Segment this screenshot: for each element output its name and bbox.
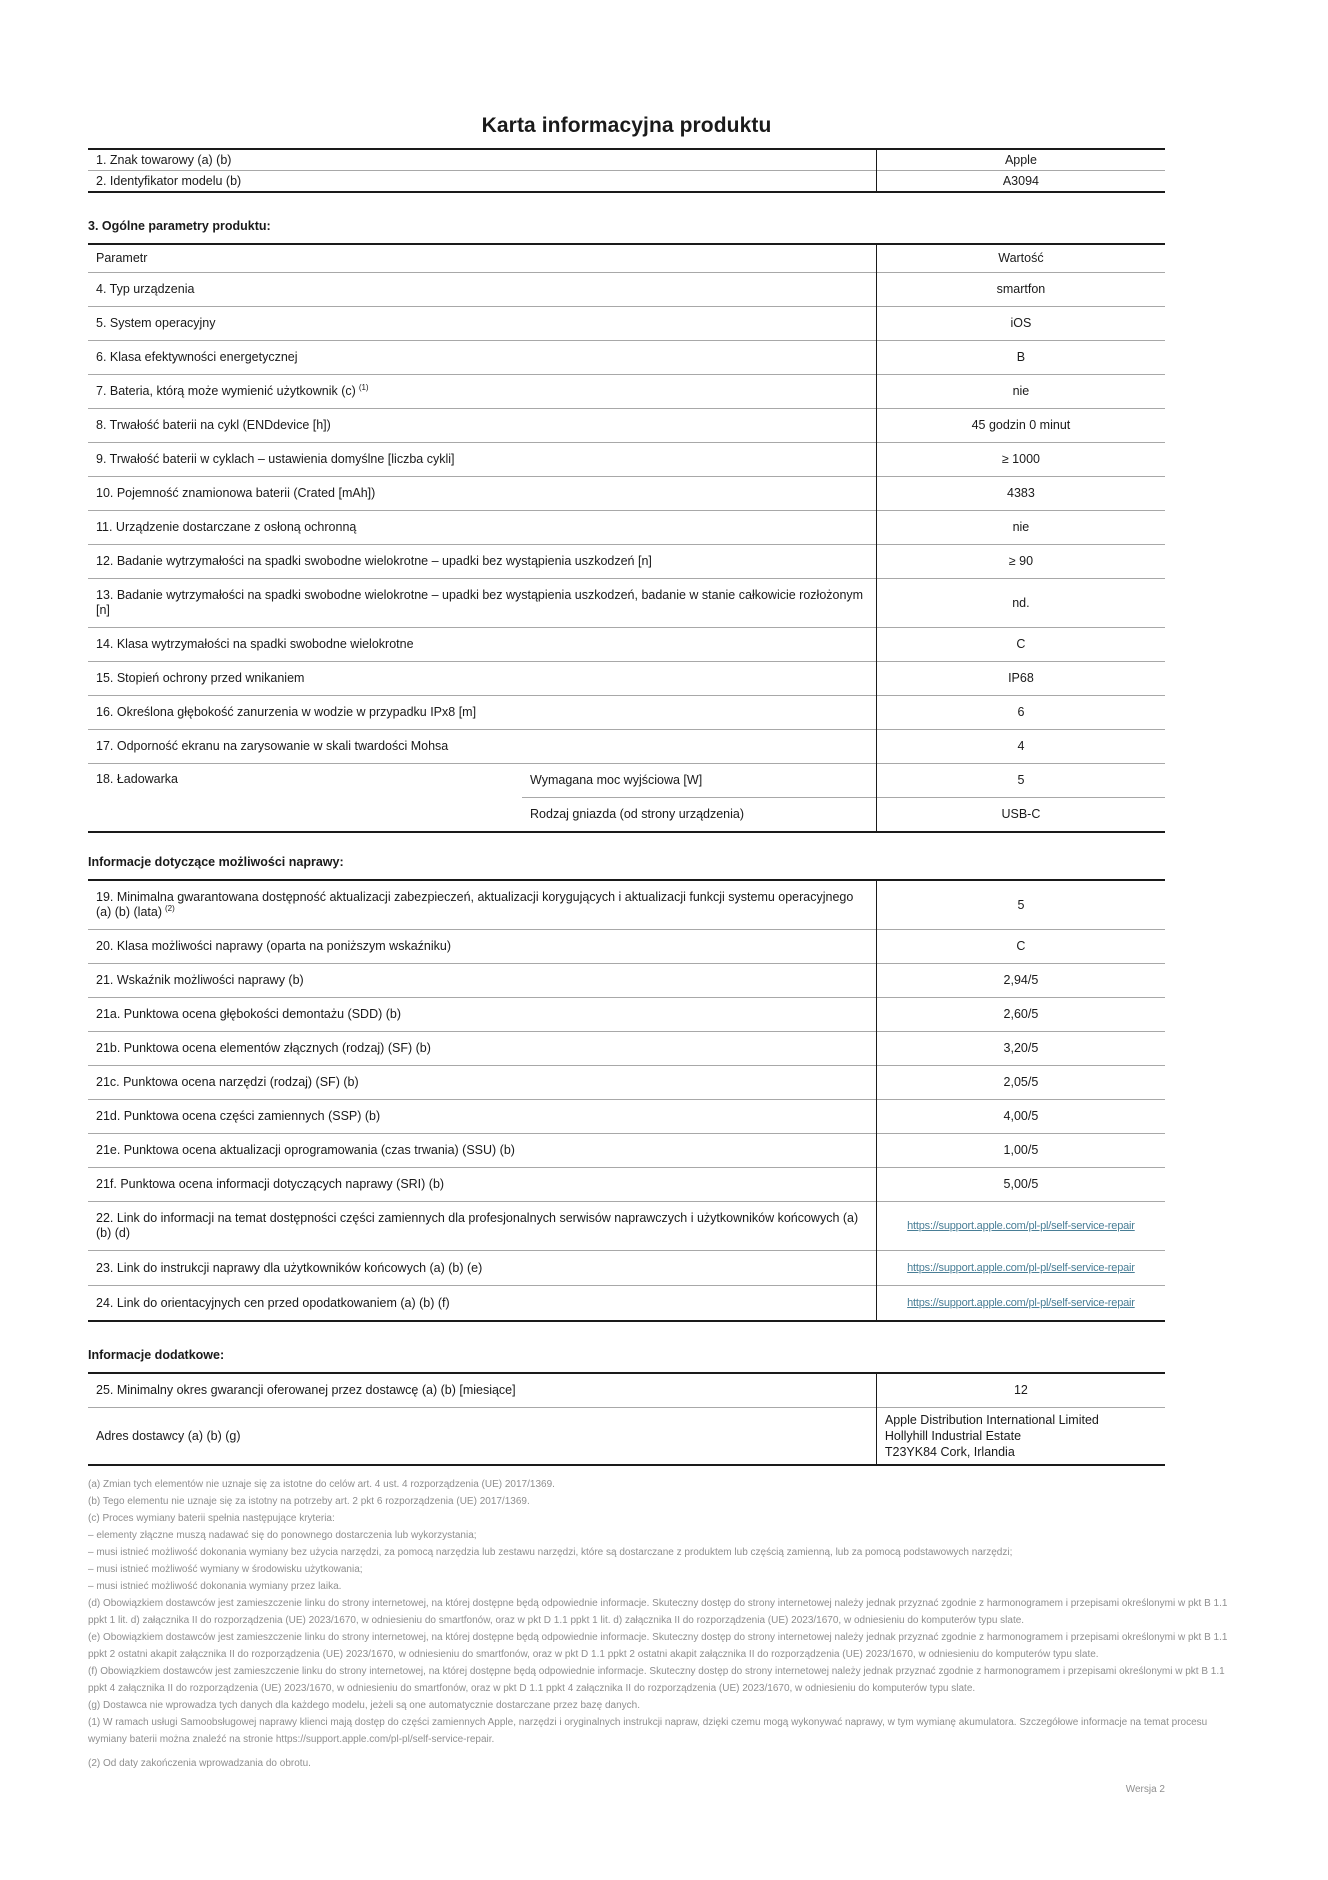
row-label-text: 24. Link do orientacyjnych cen przed opodatkowaniem (a) (b) (f)	[96, 1295, 450, 1310]
row-label	[88, 443, 876, 477]
row-value: 2,60/5	[876, 998, 1165, 1032]
footnote: (2) Od daty zakończenia wprowadzania do obrotu.	[88, 1758, 311, 1769]
row-label	[88, 1373, 876, 1408]
row-label	[88, 1134, 876, 1168]
footnote: – musi istnieć możliwość dokonania wymiany bez użycia narzędzi, za pomocą narzędzia lub zestawu narzędzi, które są dostarczane z produktem lub częścią zamienną, lub za pomocą podstawowych narzędzi;	[88, 1547, 1013, 1558]
row-value: B	[876, 341, 1165, 375]
row-label-text: 17. Odporność ekranu na zarysowanie w skali twardości Mohsa	[96, 739, 449, 753]
row-value: IP68	[876, 662, 1165, 696]
table-row	[88, 273, 1165, 307]
row-label	[88, 511, 876, 545]
row-label-text: 21b. Punktowa ocena elementów złącznych (rodzaj) (SF) (b)	[96, 1041, 431, 1055]
row-value: C	[876, 930, 1165, 964]
section-heading-repair: Informacje dotyczące możliwości naprawy:	[88, 855, 344, 869]
row-label	[88, 409, 876, 443]
row-value: C	[876, 628, 1165, 662]
row-value: 45 godzin 0 minut	[876, 409, 1165, 443]
footnote: (d) Obowiązkiem dostawców jest zamieszczenie linku do strony internetowej, na której dostępne będą odpowiednie informacje. Skuteczny dostęp do strony internetowej należy jednak przyznać zgodnie z harmonogramem i przepisami określonymi w pkt B 1.1 ppkt 1 lit. d) załącznika II do rozporządzenia (UE) 2023/1670, w odniesieniu do smartfonów, oraz w pkt D 1.1 ppkt 1 lit. d) załącznika II do rozporządzenia (UE) 2023/1670, w odniesieniu do komputerów typu slate.	[88, 1598, 1228, 1626]
row-label	[88, 579, 876, 628]
page-title: Karta informacyjna produktu	[481, 114, 772, 137]
footnote: (1) W ramach usługi Samoobsługowej naprawy klienci mają dostęp do części zamiennych Apple, narzędzi i oryginalnych instrukcji napraw, dzięki czemu mogą wykonywać naprawy, w tym wymianę akumulatora. Szczegółowe informacje na temat procesu wymiany baterii można znaleźć na stronie https://support.apple.com/pl-pl/self-service-repair.	[88, 1717, 1208, 1745]
row-label	[88, 628, 876, 662]
section-heading-additional: Informacje dodatkowe:	[88, 1348, 225, 1362]
row-label-text: 21a. Punktowa ocena głębokości demontażu (SDD) (b)	[96, 1007, 402, 1021]
row-label	[88, 1286, 876, 1322]
row-label	[88, 764, 522, 833]
row-label	[88, 171, 876, 193]
row-value: nie	[876, 511, 1165, 545]
row-value: Apple	[876, 149, 1165, 171]
table-row	[88, 998, 1165, 1032]
row-value	[876, 1202, 1165, 1251]
row-label-text: 21. Wskaźnik możliwości naprawy (b)	[96, 973, 304, 987]
supplier-address-line: Hollyhill Industrial Estate	[884, 1429, 1022, 1443]
table-row	[88, 1286, 1165, 1322]
row-label-text: 20. Klasa możliwości naprawy (oparta na poniższym wskaźniku)	[96, 939, 452, 953]
table-row	[88, 662, 1165, 696]
row-label-text: 15. Stopień ochrony przed wnikaniem	[96, 671, 305, 685]
version-label: Wersja 2	[1125, 1784, 1165, 1795]
table-row	[88, 930, 1165, 964]
row-label	[88, 1168, 876, 1202]
table-row	[88, 1066, 1165, 1100]
row-label	[88, 696, 876, 730]
table-row-supplier	[88, 1408, 1165, 1466]
support-link[interactable]: https://support.apple.com/pl-pl/self-service-repair	[907, 1297, 1135, 1309]
brand-model-table	[88, 148, 1165, 193]
row-label-text: 11. Urządzenie dostarczane z osłoną ochronną	[96, 520, 357, 534]
table-row	[88, 171, 1165, 193]
row-label	[88, 341, 876, 375]
row-label	[88, 149, 876, 171]
row-label-text: 10. Pojemność znamionowa baterii (Crated [mAh])	[96, 486, 376, 500]
footnote: (g) Dostawca nie wprowadza tych danych dla każdego modelu, jeżeli są one automatycznie dostarczane przez bazę danych.	[88, 1700, 640, 1711]
row-label-text: 7. Bateria, którą może wymienić użytkownik (c)	[96, 384, 356, 398]
row-label-text: 21e. Punktowa ocena aktualizacji oprogramowania (czas trwania) (SSU) (b)	[96, 1143, 515, 1157]
row-value: 6	[876, 696, 1165, 730]
row-value: 4	[876, 730, 1165, 764]
row-label	[88, 273, 876, 307]
row-label-text: 4. Typ urządzenia	[96, 282, 195, 296]
row-value: nie	[876, 375, 1165, 409]
row-label	[88, 998, 876, 1032]
footnote: (c) Proces wymiany baterii spełnia następujące kryteria:	[88, 1513, 335, 1524]
footnote: – musi istnieć możliwość wymiany w środowisku użytkowania;	[88, 1564, 363, 1575]
row-label	[88, 545, 876, 579]
table-row	[88, 1202, 1165, 1251]
table-row-charger	[88, 764, 1165, 798]
row-label-text: 12. Badanie wytrzymałości na spadki swobodne wielokrotne – upadki bez wystąpienia uszkodzeń [n]	[96, 554, 652, 568]
row-label-text: 9. Trwałość baterii w cyklach – ustawienia domyślne [liczba cykli]	[96, 452, 455, 466]
charger-subrow-label: Rodzaj gniazda (od strony urządzenia)	[522, 798, 876, 833]
row-label	[88, 1408, 876, 1466]
row-label	[88, 1202, 876, 1251]
table-header-row	[88, 244, 1165, 273]
footnote: (b) Tego elementu nie uznaje się za istotny na potrzeby art. 2 pkt 6 rozporządzenia (UE) 2017/1369.	[88, 1496, 530, 1507]
row-value: nd.	[876, 579, 1165, 628]
row-label	[88, 1066, 876, 1100]
row-label	[88, 730, 876, 764]
footnote: (e) Obowiązkiem dostawców jest zamieszczenie linku do strony internetowej, na której dostępne będą odpowiednie informacje. Skuteczny dostęp do strony internetowej należy jednak przyznać zgodnie z harmonogramem i przepisami określonymi w pkt B 1.1 ppkt 2 ostatni akapit załącznika II do rozporządzenia (UE) 2023/1670, w odniesieniu do smartfonów, oraz w pkt D 1.1 ppkt 2 ostatni akapit załącznika II do rozporządzenia (UE) 2023/1670, w odniesieniu do komputerów typu slate.	[88, 1632, 1228, 1660]
row-label-text: 16. Określona głębokość zanurzenia w wodzie w przypadku IPx8 [m]	[96, 705, 477, 719]
additional-info-table-body	[88, 1373, 1165, 1465]
supplier-address-line: Apple Distribution International Limited	[884, 1413, 1099, 1427]
footnote: – elementy złączne muszą nadawać się do ponownego dostarczenia lub wykorzystania;	[88, 1530, 477, 1541]
table-row	[88, 1134, 1165, 1168]
table-row	[88, 1168, 1165, 1202]
row-label-text: 21c. Punktowa ocena narzędzi (rodzaj) (SF) (b)	[96, 1075, 359, 1089]
table-row	[88, 1373, 1165, 1408]
row-label	[88, 662, 876, 696]
row-label-text: 6. Klasa efektywności energetycznej	[96, 350, 298, 364]
supplier-address-line: T23YK84 Cork, Irlandia	[884, 1445, 1015, 1459]
table-row	[88, 511, 1165, 545]
general-parameters-table	[88, 243, 1165, 833]
row-label-text: 21d. Punktowa ocena części zamiennych (SSP) (b)	[96, 1109, 381, 1123]
row-value: 3,20/5	[876, 1032, 1165, 1066]
repairability-table	[88, 879, 1165, 1322]
table-row	[88, 1032, 1165, 1066]
row-label-text: 8. Trwałość baterii na cykl (ENDdevice [h])	[96, 418, 331, 432]
footnotes	[88, 1476, 1245, 1772]
row-label	[88, 1100, 876, 1134]
supplier-address	[876, 1408, 1165, 1466]
table-row	[88, 730, 1165, 764]
brand-model-table-body	[88, 149, 1165, 192]
table-row	[88, 409, 1165, 443]
row-value	[876, 1286, 1165, 1322]
row-label-text: 14. Klasa wytrzymałości na spadki swobodne wielokrotne	[96, 637, 414, 651]
table-row	[88, 477, 1165, 511]
column-header-parametr: Parametr	[96, 251, 148, 265]
section-heading-general: 3. Ogólne parametry produktu:	[88, 219, 271, 233]
table-row	[88, 1251, 1165, 1286]
row-label-text: 5. System operacyjny	[96, 316, 216, 330]
row-value: 4,00/5	[876, 1100, 1165, 1134]
charger-subrow-label: Wymagana moc wyjściowa [W]	[522, 764, 876, 798]
row-value: ≥ 1000	[876, 443, 1165, 477]
support-link[interactable]: https://support.apple.com/pl-pl/self-service-repair	[907, 1220, 1135, 1232]
row-label-text: 23. Link do instrukcji naprawy dla użytkowników końcowych (a) (b) (e)	[96, 1260, 483, 1275]
footnote: (a) Zmian tych elementów nie uznaje się za istotne do celów art. 4 ust. 4 rozporządzenia (UE) 2017/1369.	[88, 1479, 555, 1490]
row-value	[876, 1251, 1165, 1286]
table-row	[88, 341, 1165, 375]
row-label-text: 13. Badanie wytrzymałości na spadki swobodne wielokrotne – upadki bez wystąpienia uszkodzeń, badanie w stanie całkowicie rozłożonym [n]	[96, 588, 864, 617]
table-row	[88, 443, 1165, 477]
row-value: USB-C	[876, 798, 1165, 833]
row-label-text: 18. Ładowarka	[96, 772, 179, 786]
row-value: 4383	[876, 477, 1165, 511]
repairability-table-body	[88, 880, 1165, 1321]
row-label	[88, 477, 876, 511]
table-row	[88, 880, 1165, 930]
row-label-text: 1. Znak towarowy (a) (b)	[96, 153, 232, 167]
row-label	[88, 930, 876, 964]
row-value: ≥ 90	[876, 545, 1165, 579]
row-label	[88, 964, 876, 998]
footnote-ref: (2)	[164, 903, 175, 913]
table-row	[88, 375, 1165, 409]
row-value: 2,94/5	[876, 964, 1165, 998]
row-value: 2,05/5	[876, 1066, 1165, 1100]
row-value: 5	[876, 764, 1165, 798]
footnote: – musi istnieć możliwość dokonania wymiany przez laika.	[88, 1581, 342, 1592]
row-label	[88, 880, 876, 930]
row-label-text: 21f. Punktowa ocena informacji dotyczących naprawy (SRI) (b)	[96, 1177, 445, 1191]
row-label	[88, 1251, 876, 1286]
additional-info-table	[88, 1372, 1165, 1466]
footnote: (f) Obowiązkiem dostawców jest zamieszczenie linku do strony internetowej, na której dostępne będą odpowiednie informacje. Skuteczny dostęp do strony internetowej należy jednak przyznać zgodnie z harmonogramem i przepisami określonymi w pkt B 1.1 ppkt 4 załącznika II do rozporządzenia (UE) 2023/1670, w odniesieniu do smartfonów, oraz w pkt D 1.1 ppkt 4 załącznika II do rozporządzenia (UE) 2023/1670, w odniesieniu do komputerów typu slate.	[88, 1666, 1225, 1694]
row-value: 1,00/5	[876, 1134, 1165, 1168]
row-label	[88, 375, 876, 409]
row-value: 5	[876, 880, 1165, 930]
table-row	[88, 696, 1165, 730]
row-value: iOS	[876, 307, 1165, 341]
row-label	[88, 307, 876, 341]
footnote-ref: (1)	[358, 382, 369, 392]
table-row	[88, 307, 1165, 341]
row-label-text: 2. Identyfikator modelu (b)	[96, 174, 242, 188]
row-label-text: Adres dostawcy (a) (b) (g)	[96, 1428, 241, 1443]
row-value: A3094	[876, 171, 1165, 193]
row-label-text: 19. Minimalna gwarantowana dostępność aktualizacji zabezpieczeń, aktualizacji korygujących i aktualizacji funkcji systemu operacyjnego (a) (b) (lata)	[96, 890, 854, 919]
row-value: 5,00/5	[876, 1168, 1165, 1202]
row-value: 12	[876, 1373, 1165, 1408]
table-row	[88, 579, 1165, 628]
table-row	[88, 1100, 1165, 1134]
row-label-text: 25. Minimalny okres gwarancji oferowanej przez dostawcę (a) (b) [miesiące]	[96, 1383, 516, 1397]
row-value: smartfon	[876, 273, 1165, 307]
row-label	[88, 1032, 876, 1066]
table-row	[88, 545, 1165, 579]
column-header-wartosc: Wartość	[876, 244, 1165, 273]
table-row	[88, 628, 1165, 662]
row-label-text: 22. Link do informacji na temat dostępności części zamiennych dla profesjonalnych serwisów naprawczych i użytkowników końcowych (a) (b) (d)	[96, 1211, 859, 1240]
support-link[interactable]: https://support.apple.com/pl-pl/self-service-repair	[907, 1262, 1135, 1274]
table-row	[88, 149, 1165, 171]
table-row	[88, 964, 1165, 998]
general-parameters-table-body	[88, 273, 1165, 833]
